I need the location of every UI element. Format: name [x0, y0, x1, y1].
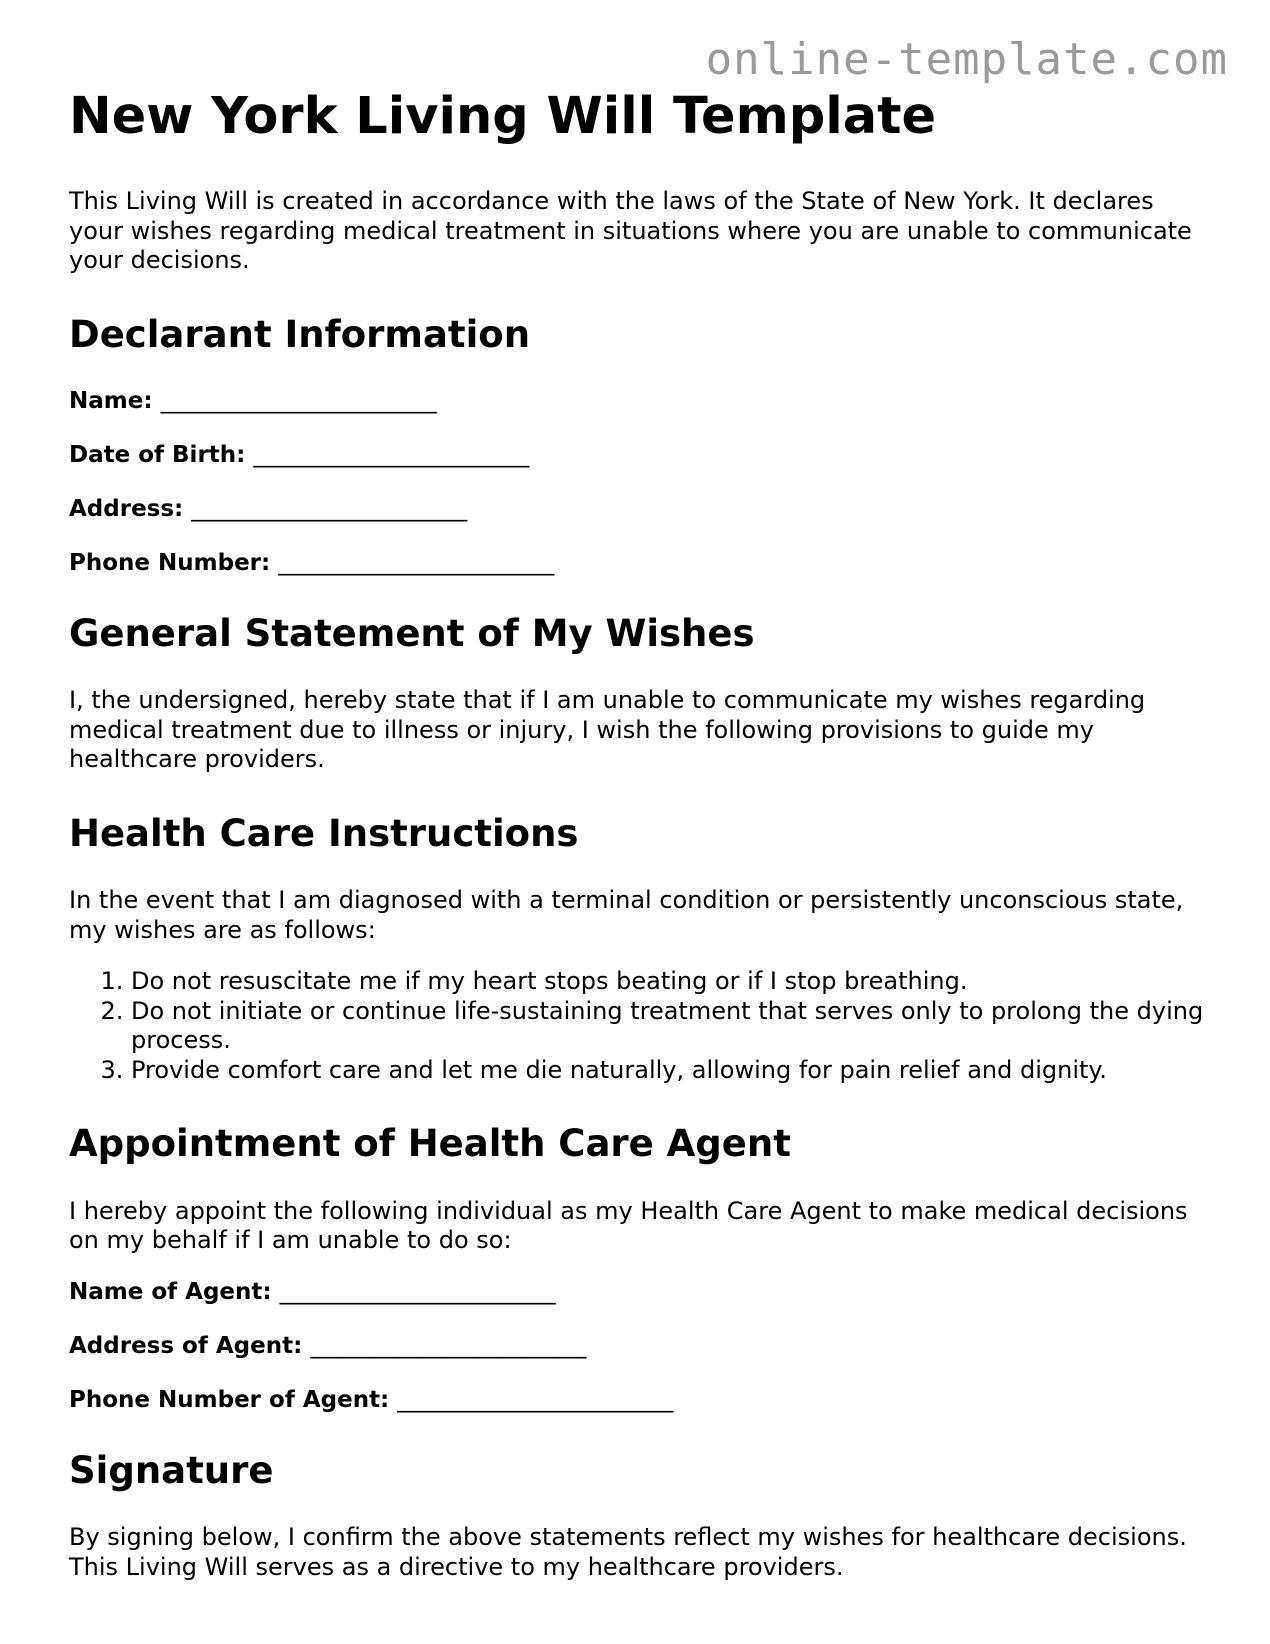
field-label: Phone Number: [69, 550, 271, 577]
intro-paragraph: This Living Will is created in accordance with the laws of the State of New York. It declares your wishes regarding medical treatment in situations where you are unable to communicate your decisions. [69, 187, 1192, 275]
general-statement-paragraph: I, the undersigned, hereby state that if I am unable to communicate my wishes regarding medical treatment due to illness or injury, I wish the following provisions to guide my healthcare providers. [69, 686, 1146, 774]
general-statement-section [69, 612, 1209, 775]
general-statement-heading: General Statement of My Wishes [69, 612, 755, 656]
field-blank-line[interactable]: ________________________ [160, 388, 437, 415]
signature-heading: Signature [69, 1448, 274, 1492]
field-label: Name: [69, 388, 153, 415]
declarant-heading: Declarant Information [69, 312, 531, 356]
field-blank-line[interactable]: ________________________ [279, 1278, 556, 1305]
declarant-section [69, 313, 1209, 578]
field-label: Date of Birth: [69, 442, 246, 469]
declarant-phone-field [69, 549, 1209, 578]
list-item: 1. Do not resuscitate me if my heart stops beating or if I stop breathing. [131, 967, 1209, 997]
health-care-instructions-heading: Health Care Instructions [69, 811, 579, 855]
agent-paragraph: I hereby appoint the following individual as my Health Care Agent to make medical decisions on my behalf if I am unable to do so: [69, 1196, 1188, 1255]
field-label: Address of Agent: [69, 1332, 303, 1359]
field-label: Address: [69, 496, 184, 523]
health-care-instructions-paragraph: In the event that I am diagnosed with a terminal condition or persistently unconscious state, my wishes are as follows: [69, 886, 1184, 944]
page-title: New York Living Will Template [69, 87, 937, 146]
list-item: 2. Do not initiate or continue life-sustaining treatment that serves only to prolong the dying process. [131, 997, 1209, 1056]
declarant-dob-field [69, 441, 1209, 470]
watermark-text: online-template.com [705, 34, 1228, 85]
list-item: 3. Provide comfort care and let me die naturally, allowing for pain relief and dignity. [131, 1056, 1209, 1086]
signature-paragraph: By signing below, I confirm the above statements reflect my wishes for healthcare decisions. This Living Will serves as a directive to my healthcare providers. [69, 1523, 1187, 1581]
field-blank-line[interactable]: ________________________ [397, 1386, 674, 1413]
declarant-name-field [69, 387, 1209, 416]
agent-phone-field [69, 1386, 1209, 1415]
field-label: Name of Agent: [69, 1278, 272, 1305]
signature-section [69, 1449, 1209, 1582]
field-blank-line[interactable]: ________________________ [310, 1332, 587, 1359]
field-blank-line[interactable]: ________________________ [278, 550, 555, 577]
field-blank-line[interactable]: ________________________ [191, 496, 468, 523]
document-body [69, 86, 1209, 1619]
agent-address-field [69, 1332, 1209, 1361]
agent-name-field [69, 1278, 1209, 1307]
agent-heading: Appointment of Health Care Agent [69, 1122, 791, 1166]
field-blank-line[interactable]: ________________________ [253, 442, 530, 469]
declarant-address-field [69, 495, 1209, 524]
agent-section [69, 1122, 1209, 1414]
field-label: Phone Number of Agent: [69, 1386, 390, 1413]
instructions-list [69, 967, 1209, 1085]
health-care-instructions-section [69, 812, 1209, 1085]
